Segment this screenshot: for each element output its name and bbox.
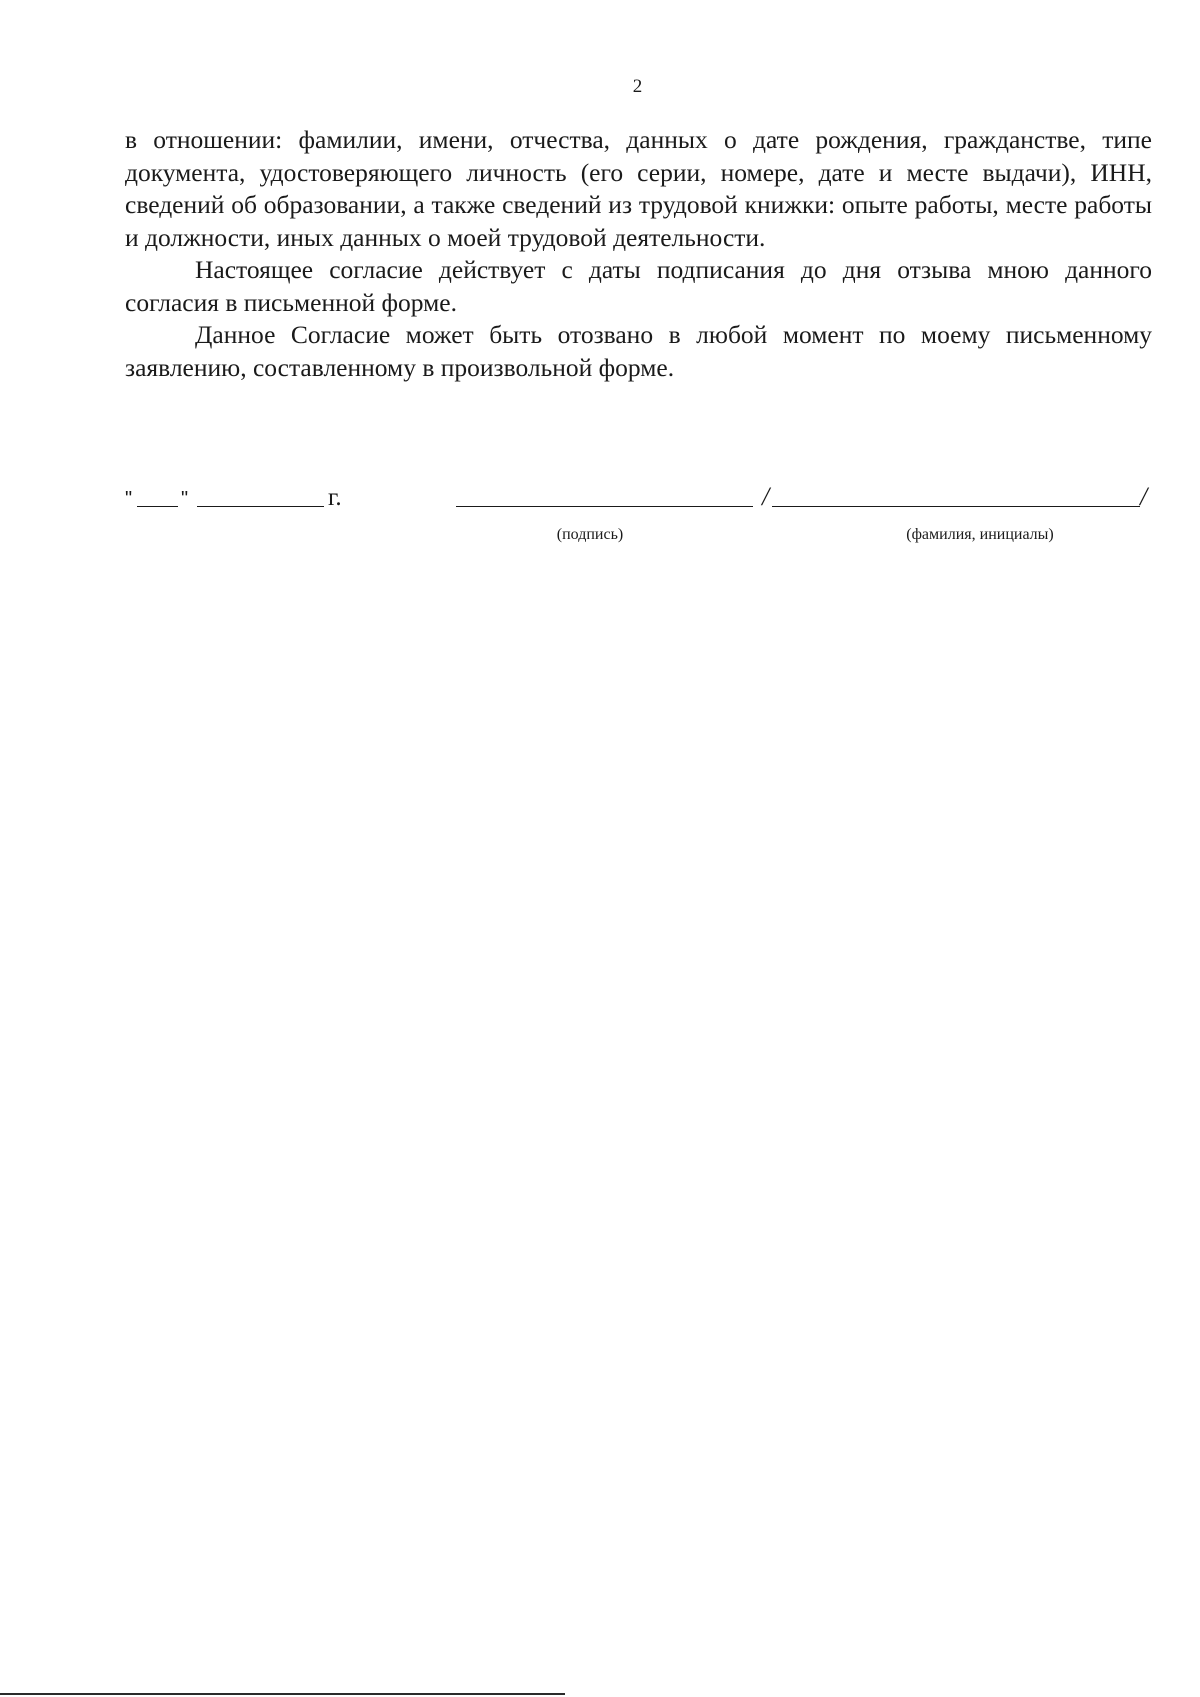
signature-block	[0, 482, 1200, 558]
paragraph-revocation: Данное Согласие может быть отозвано в любой момент по моему письменному заявлению, составленному в произвольной форме.	[125, 320, 1152, 382]
date-quote-close: "	[181, 488, 189, 510]
page-number: 2	[632, 76, 643, 97]
signature-field-line[interactable]	[456, 506, 753, 507]
slash-right: /	[1140, 482, 1148, 511]
page-bottom-rule	[0, 1693, 565, 1695]
month-field-line[interactable]	[197, 506, 324, 507]
signature-caption: (подпись)	[556, 526, 624, 543]
paragraph-validity: Настоящее согласие действует с даты подписания до дня отзыва мною данного согласия в письменной форме.	[125, 255, 1152, 317]
document-body	[125, 124, 1152, 384]
name-field-line[interactable]	[772, 506, 1140, 507]
paragraph-data-scope: в отношении: фамилии, имени, отчества, данных о дате рождения, гражданстве, типе документа, удостоверяющего личность (его серии, номере, дате и месте выдачи), ИНН, сведений об образовании, а также сведений из трудовой книжки: опыте работы, месте работы и должности, иных данных о моей трудовой деятельности.	[125, 125, 1152, 252]
day-field-line[interactable]	[137, 506, 178, 507]
year-suffix: г.	[328, 484, 342, 511]
date-quote-open: "	[125, 488, 133, 510]
name-caption: (фамилия, инициалы)	[906, 526, 1054, 543]
slash-left: /	[762, 482, 770, 511]
